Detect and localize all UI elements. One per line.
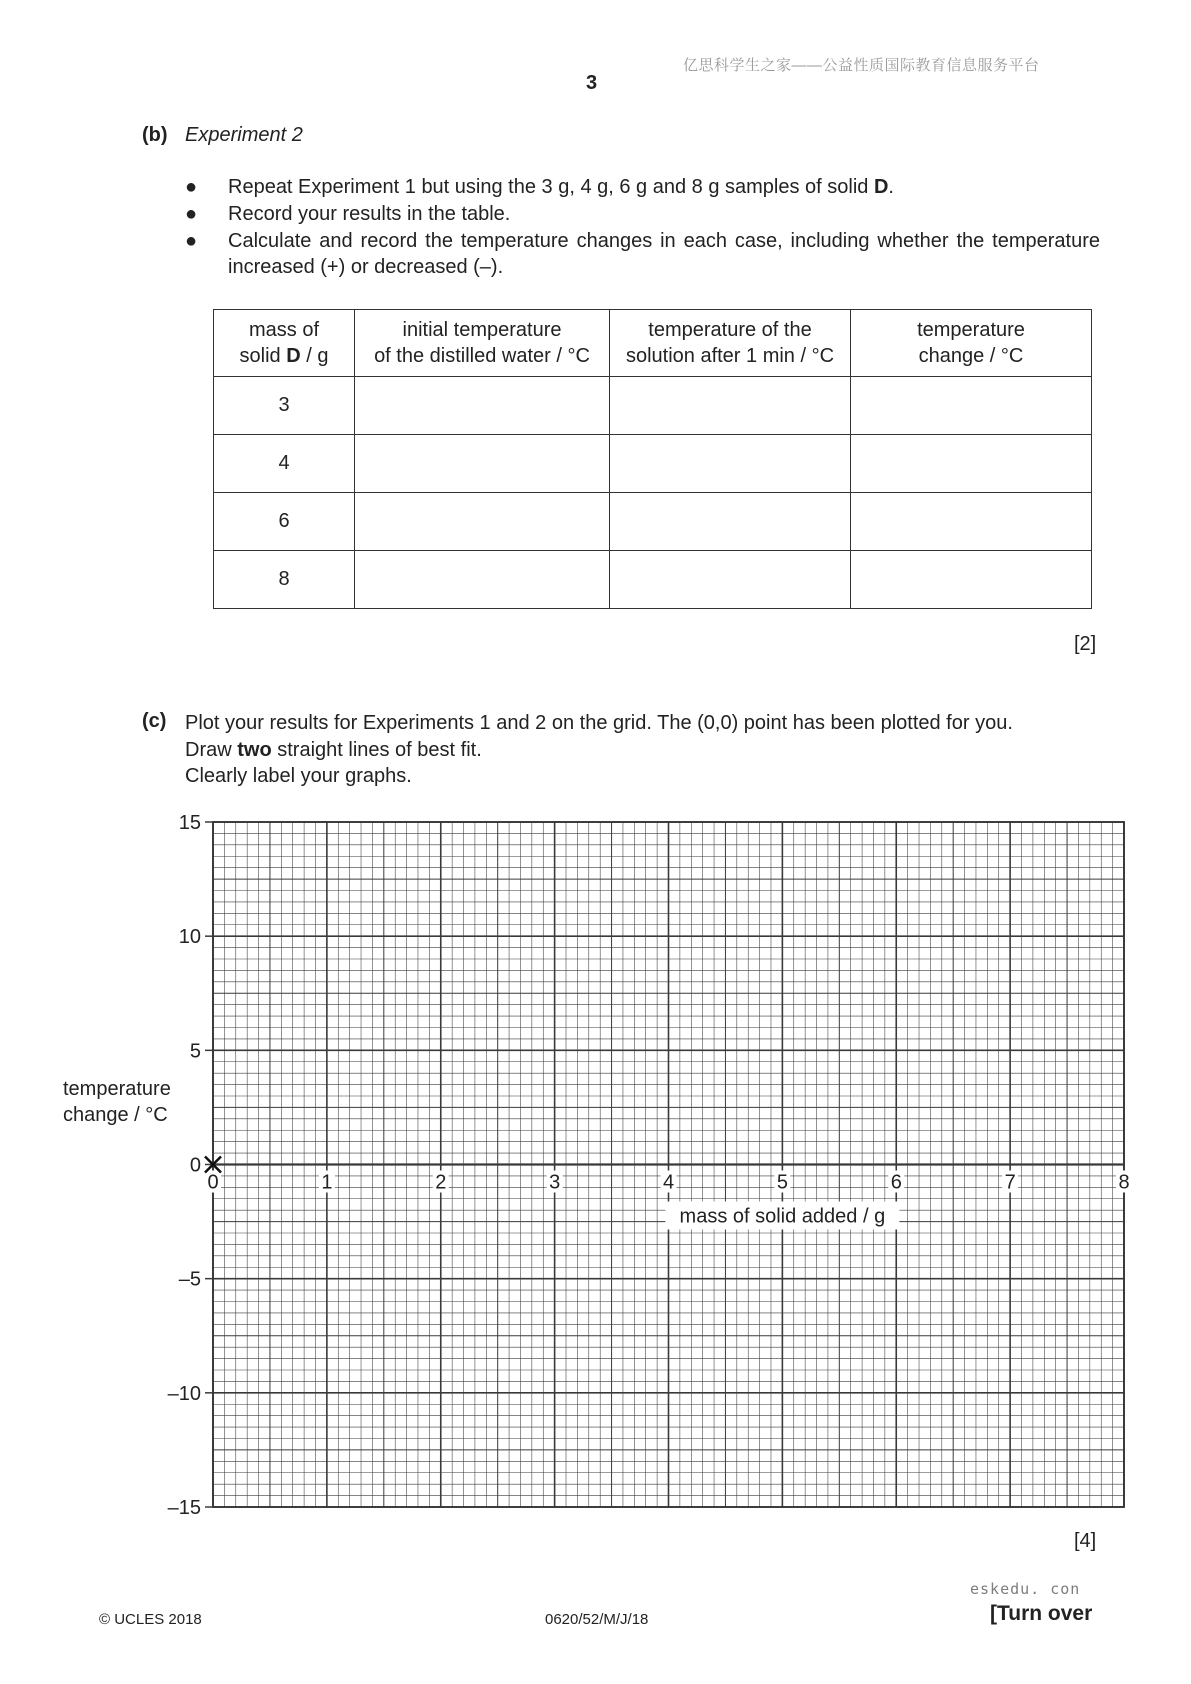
part-c-line2: Draw two straight lines of best fit.	[185, 738, 482, 761]
footer-copyright: © UCLES 2018	[99, 1611, 202, 1628]
header-temp-change: temperature change / °C	[851, 310, 1092, 377]
turn-over: [Turn over	[990, 1602, 1093, 1625]
footer-watermark: eskedu. con	[970, 1580, 1081, 1598]
x-tick-label: 6	[890, 1171, 902, 1194]
y-tick-label: –15	[167, 1497, 201, 1519]
mass-cell: 4	[214, 435, 355, 493]
header-watermark: 亿思科学生之家——公益性质国际教育信息服务平台	[683, 57, 1040, 74]
instruction-text: Repeat Experiment 1 but using the 3 g, 4 g, 6 g and 8 g samples of solid	[228, 176, 874, 198]
x-tick-label: 1	[321, 1171, 333, 1194]
x-axis-label: mass of solid added / g	[679, 1205, 886, 1228]
part-c-label: (c)	[142, 710, 167, 732]
part-b-label: (b)	[142, 124, 168, 146]
bullet-icon: ●	[185, 230, 198, 252]
y-tick-label: 5	[189, 1040, 201, 1063]
y-tick-label: 15	[178, 812, 201, 834]
header-mass: mass of solid D / g	[214, 310, 355, 377]
y-tick-label: –10	[167, 1382, 201, 1405]
part-c-marks: [4]	[1074, 1530, 1097, 1552]
page-number: 3	[586, 72, 598, 94]
mass-cell: 6	[214, 493, 355, 551]
part-c-line3: Clearly label your graphs.	[185, 765, 412, 787]
x-tick-label: 3	[549, 1171, 561, 1194]
part-b-title: Experiment 2	[185, 124, 303, 146]
y-axis-label-line1: temperature	[63, 1078, 171, 1100]
header-temp-after: temperature of the solution after 1 min / °C	[610, 310, 851, 377]
instruction-text: Calculate and record the temperature changes in each case, including whether the temperature increased (+) or decreased (–).	[228, 230, 1100, 278]
x-tick-label: 5	[776, 1171, 788, 1194]
x-tick-label: 4	[662, 1171, 675, 1194]
x-tick-label: 7	[1004, 1171, 1016, 1194]
header-initial-temp: initial temperature of the distilled water / °C	[355, 310, 610, 377]
solid-d-bold: D	[873, 176, 889, 198]
y-tick-label: –5	[178, 1268, 201, 1291]
instruction-text-end: .	[888, 176, 894, 198]
y-axis-label-line2: change / °C	[63, 1104, 168, 1126]
x-tick-label: 2	[435, 1171, 447, 1194]
x-tick-label: 8	[1118, 1171, 1130, 1194]
part-b-marks: [2]	[1074, 633, 1097, 655]
bullet-icon: ●	[185, 203, 198, 225]
y-tick-label: 0	[189, 1154, 201, 1177]
two-bold: two	[237, 738, 272, 761]
mass-cell: 3	[214, 377, 355, 435]
instruction-text: Record your results in the table.	[228, 203, 511, 225]
y-tick-label: 10	[178, 926, 201, 949]
x-tick-label: 0	[207, 1171, 219, 1194]
part-c-line1: Plot your results for Experiments 1 and 2 on the grid. The (0,0) point has been plotted for you.	[185, 712, 1013, 734]
footer-code: 0620/52/M/J/18	[545, 1611, 649, 1628]
bullet-icon: ●	[185, 176, 198, 198]
mass-cell: 8	[214, 551, 355, 609]
